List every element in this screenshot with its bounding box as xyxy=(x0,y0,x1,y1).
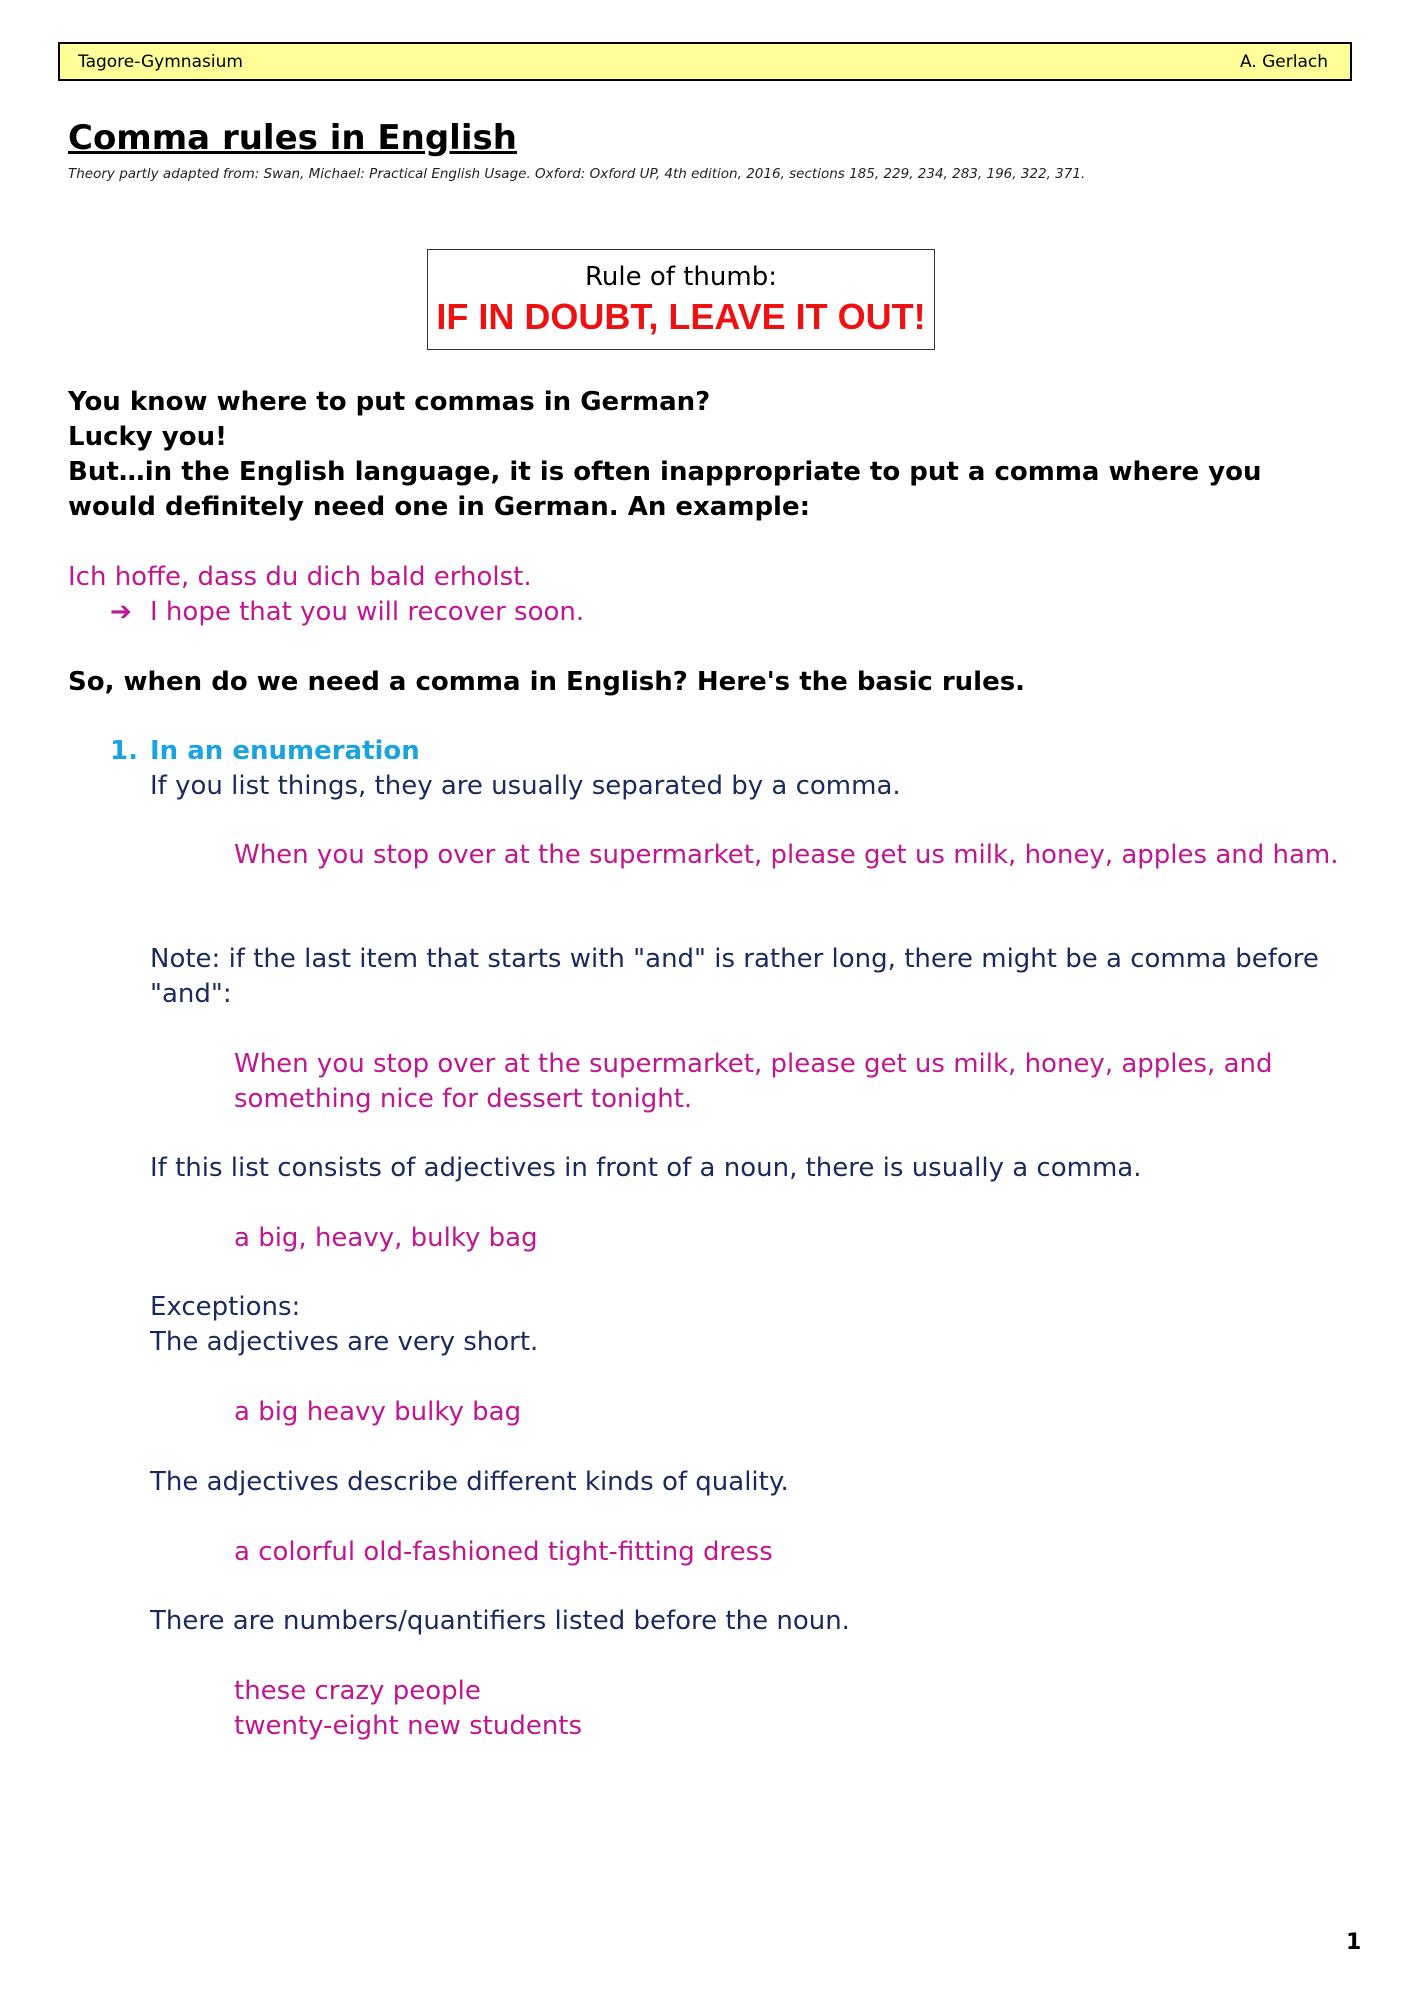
school-name: Tagore-Gymnasium xyxy=(78,51,243,72)
rule-of-thumb-box xyxy=(427,249,935,350)
section-number: 1. xyxy=(110,736,138,766)
example-6b: twenty-eight new students xyxy=(234,1711,583,1741)
example-2: When you stop over at the supermarket, please get us milk, honey, apples, and something nice for dessert tonight. xyxy=(234,1049,1273,1114)
intro-text xyxy=(68,385,1328,525)
exceptions-block xyxy=(150,1290,538,1360)
example-4: a big heavy bulky bag xyxy=(234,1397,522,1427)
section-heading-text: In an enumeration xyxy=(150,736,420,766)
example-english-line xyxy=(110,595,584,630)
exception-3: There are numbers/quantifiers listed before the noun. xyxy=(150,1606,850,1636)
exception-1: The adjectives are very short. xyxy=(150,1327,539,1357)
author-name: A. Gerlach xyxy=(1239,51,1328,72)
page-number: 1 xyxy=(1346,1930,1362,1955)
question-text: So, when do we need a comma in English? Here's the basic rules. xyxy=(68,667,1026,697)
source-citation: Theory partly adapted from: Swan, Michael: Practical English Usage. Oxford: Oxford UP, 4th edition, 2016, sections 185, 229, 234, 283, 196, 322, 371. xyxy=(68,166,1086,182)
example-english: I hope that you will recover soon. xyxy=(150,597,585,627)
example-3: a big, heavy, bulky bag xyxy=(234,1223,538,1253)
exceptions-label: Exceptions: xyxy=(150,1292,301,1322)
section-1-heading xyxy=(110,734,420,769)
example-6a: these crazy people xyxy=(234,1676,481,1706)
intro-line-2: Lucky you! xyxy=(68,422,227,452)
section-text-2: If this list consists of adjectives in front of a noun, there is usually a comma. xyxy=(150,1153,1142,1183)
page-title: Comma rules in English xyxy=(68,118,517,158)
rule-intro: Rule of thumb: xyxy=(585,262,777,292)
rule-main: IF IN DOUBT, LEAVE IT OUT! xyxy=(436,296,926,338)
example-5: a colorful old-fashioned tight-fitting dress xyxy=(234,1537,773,1567)
section-text-1: If you list things, they are usually separated by a comma. xyxy=(150,771,901,801)
arrow-right-icon: ➔ xyxy=(110,597,132,627)
intro-line-3: But…in the English language, it is often inappropriate to put a comma where you would definitely need one in German. An example: xyxy=(68,457,1262,522)
exception-2: The adjectives describe different kinds of quality. xyxy=(150,1467,789,1497)
example-german: Ich hoffe, dass du dich bald erholst. xyxy=(68,562,532,592)
page-header xyxy=(58,42,1352,81)
example-1: When you stop over at the supermarket, please get us milk, honey, apples and ham. xyxy=(234,840,1339,870)
example-6 xyxy=(234,1674,582,1744)
intro-line-1: You know where to put commas in German? xyxy=(68,387,711,417)
note-text: Note: if the last item that starts with "and" is rather long, there might be a comma before "and": xyxy=(150,944,1319,1009)
